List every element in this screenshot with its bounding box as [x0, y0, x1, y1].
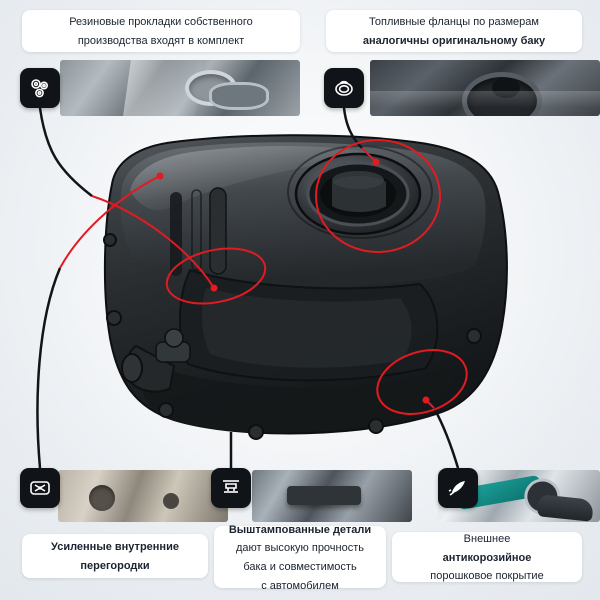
fuel-pump-flange: [288, 146, 432, 238]
callout-line: Топливные фланцы по размерам: [369, 16, 539, 29]
photo-rubber-gaskets: [60, 60, 300, 116]
photo-stamped-parts: [252, 470, 412, 522]
internal-baffle-icon: [20, 468, 60, 508]
callout-line: антикорозийное: [442, 551, 532, 564]
callout-line: дают высокую прочность: [235, 542, 364, 555]
callout-card-baffles: [22, 534, 208, 578]
photo-fuel-flange: [370, 60, 600, 116]
callout-line: Усиленные внутренние: [51, 541, 179, 554]
callout-card-flange: [326, 10, 582, 52]
callout-line: порошковое покрытие: [430, 570, 544, 583]
callout-line: перегородки: [80, 560, 150, 572]
callout-line: аналогичны оригинальному баку: [362, 35, 546, 47]
callout-line: Внешнее: [463, 533, 511, 546]
fuel-flange-icon: [324, 68, 364, 108]
stamping-press-icon: [211, 468, 251, 508]
powder-coating-spray-icon: [438, 468, 478, 508]
photo-internal-baffles: [58, 470, 228, 522]
callout-line: с автомобилем: [261, 579, 339, 592]
fuel-tank-illustration: [70, 120, 540, 460]
callout-card-stamped: [214, 523, 386, 592]
callout-line: бака и совместимость: [243, 561, 357, 573]
callout-card-coating: [392, 532, 582, 582]
callout-line: Выштампованные детали: [228, 523, 372, 536]
callout-line: Резиновые прокладки собственного: [69, 16, 253, 29]
callout-card-gaskets: [22, 10, 300, 52]
rubber-gaskets-icon: [20, 68, 60, 108]
callout-line: производства входят в комплект: [77, 35, 245, 47]
